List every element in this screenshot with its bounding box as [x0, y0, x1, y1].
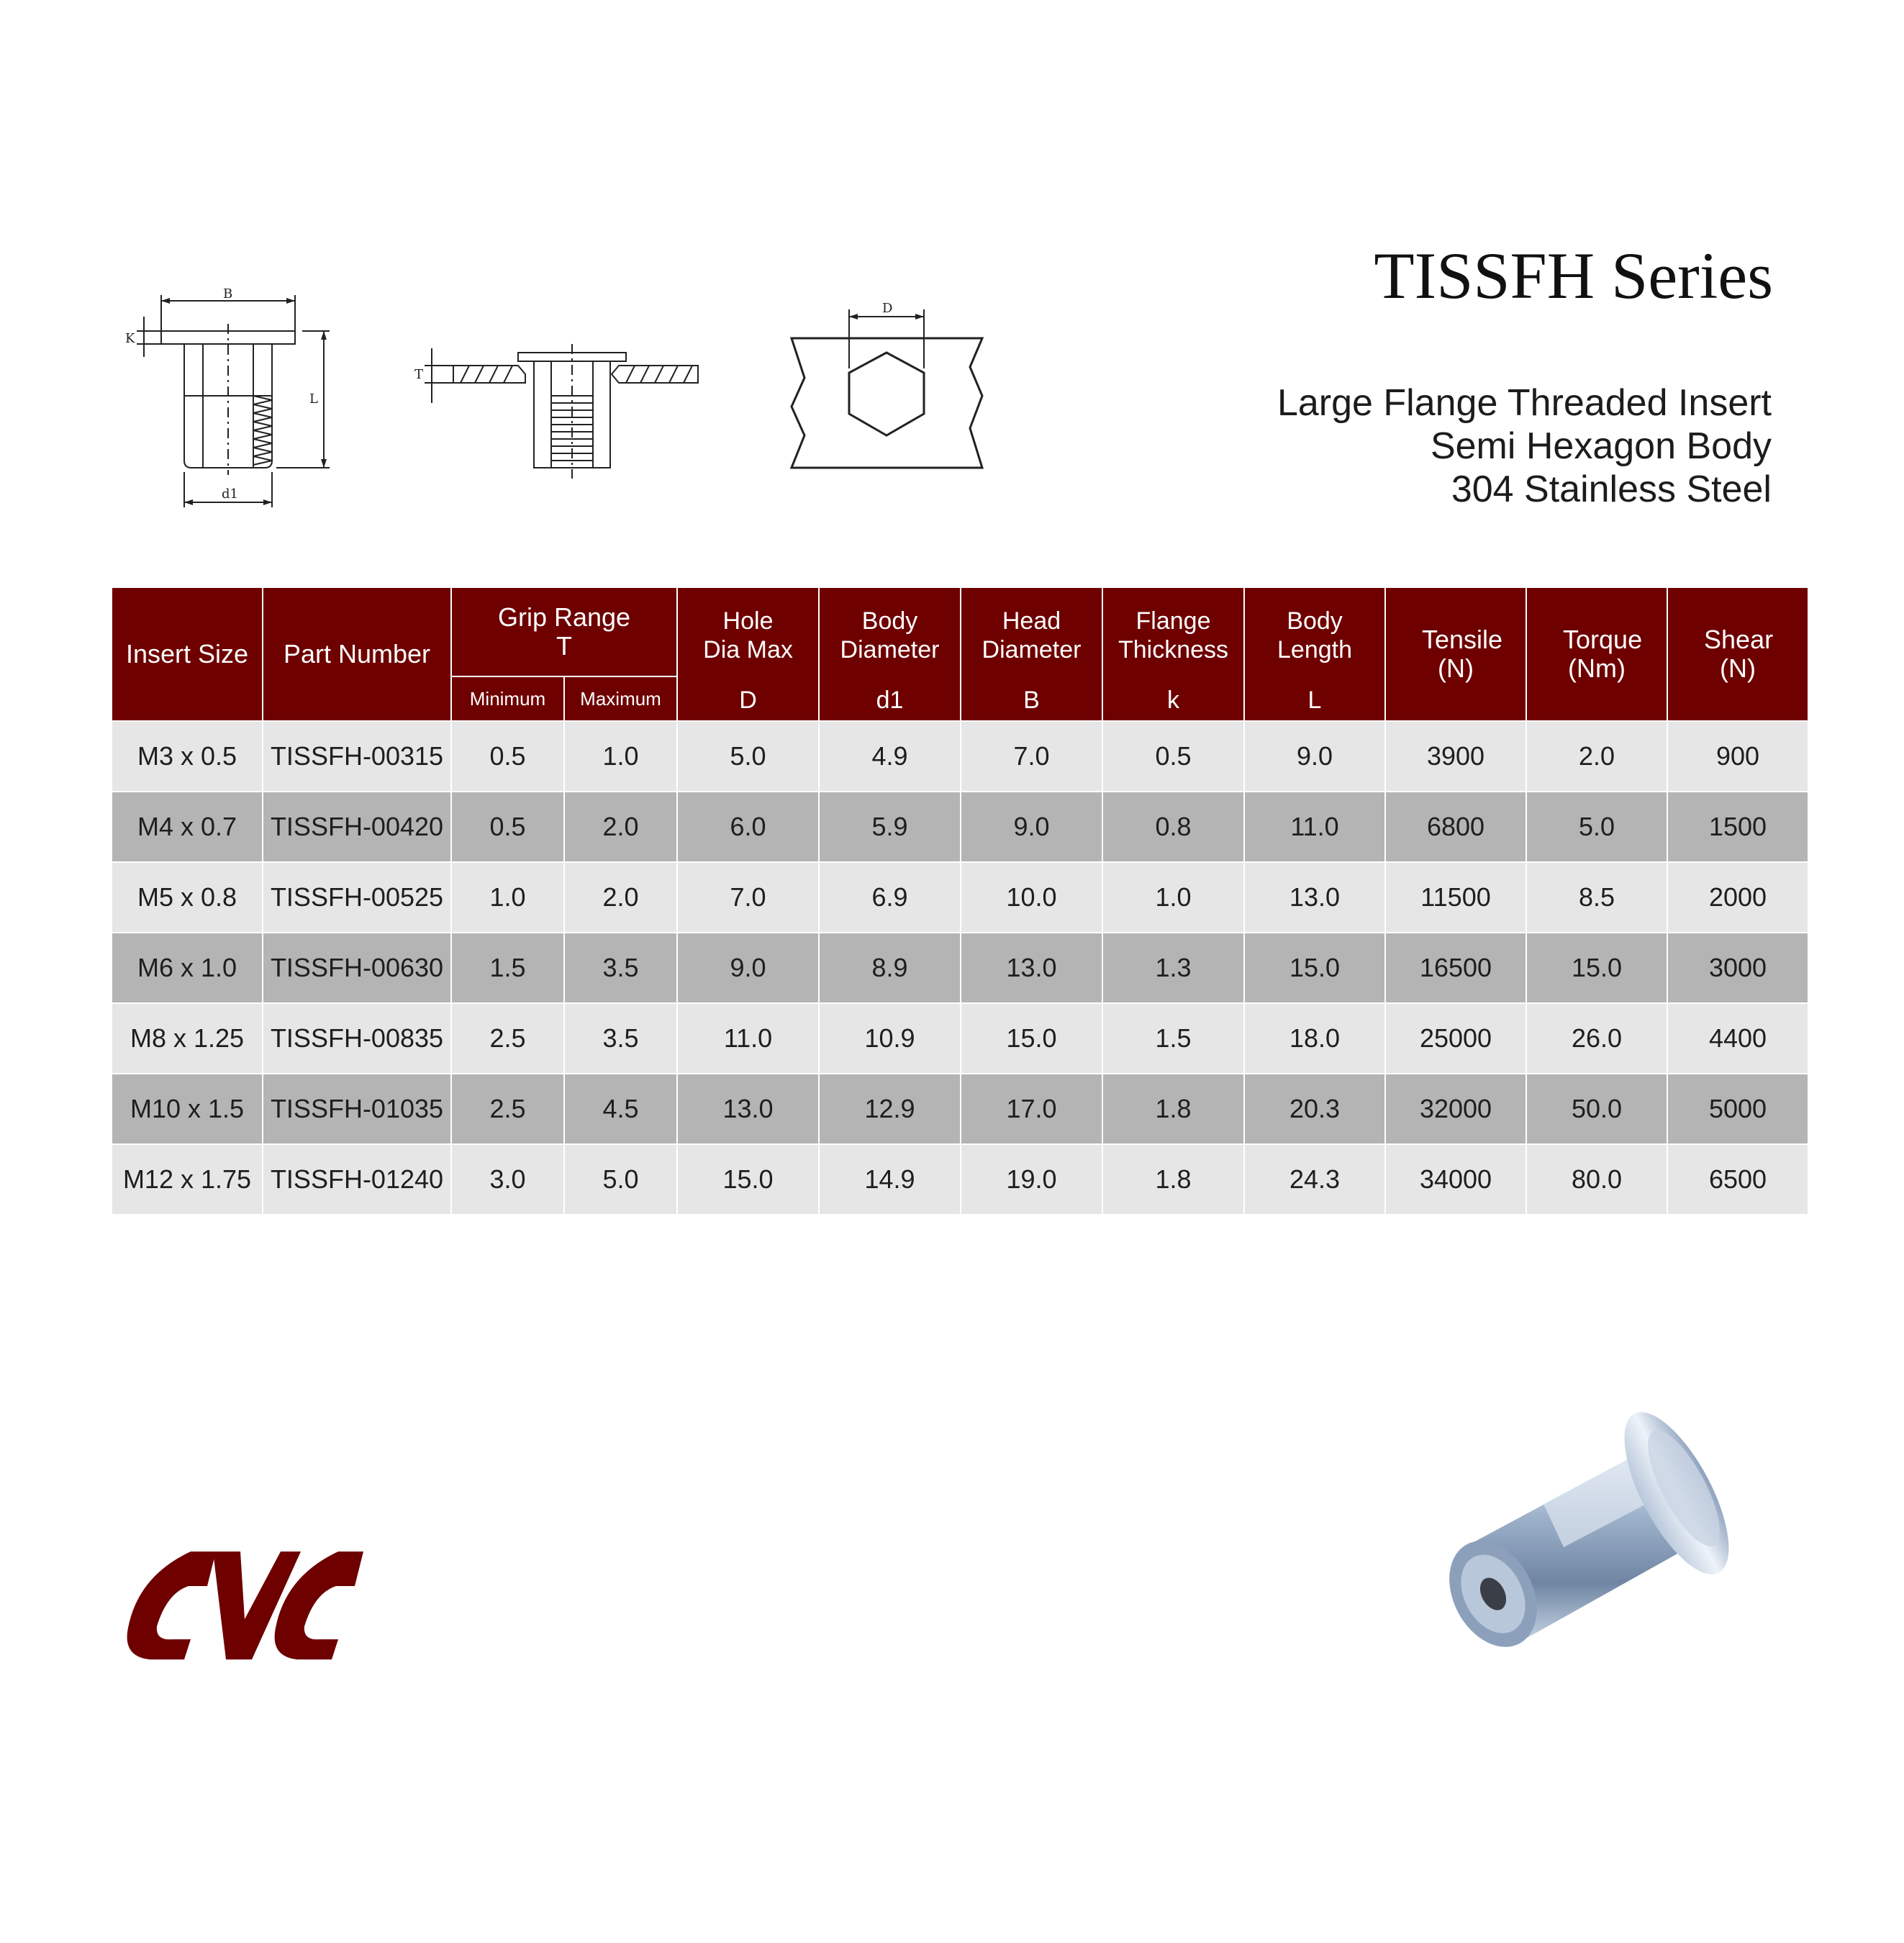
- cell-grip-min: 0.5: [451, 792, 564, 862]
- label-k: K: [125, 331, 135, 346]
- cell-flange-thickness: 1.3: [1102, 933, 1244, 1003]
- table-row: [112, 862, 1808, 933]
- header-part-number: Part Number: [263, 587, 451, 721]
- cell-insert-size: M8 x 1.25: [112, 1003, 263, 1074]
- cell-flange-thickness: 1.0: [1102, 862, 1244, 933]
- table-row: [112, 1144, 1808, 1215]
- header-grip-range-label: Grip Range: [497, 602, 631, 632]
- cell-tensile: 6800: [1385, 792, 1526, 862]
- cell-grip-min: 1.5: [451, 933, 564, 1003]
- cell-body-diameter: 10.9: [819, 1003, 961, 1074]
- cell-hole-dia: 15.0: [677, 1144, 819, 1215]
- header-flange-thickness: [1102, 587, 1244, 721]
- label-B: B: [223, 288, 233, 302]
- cell-torque: 5.0: [1526, 792, 1667, 862]
- installed-section-drawing: [410, 331, 727, 489]
- cell-body-length: 20.3: [1244, 1074, 1385, 1144]
- cell-part-number: TISSFH-01240: [263, 1144, 451, 1215]
- cell-part-number: TISSFH-00420: [263, 792, 451, 862]
- cell-head-diameter: 13.0: [961, 933, 1102, 1003]
- header-hole-dia-symbol: D: [739, 687, 757, 714]
- cell-shear: 900: [1667, 721, 1808, 792]
- cell-head-diameter: 19.0: [961, 1144, 1102, 1215]
- cell-grip-max: 4.5: [564, 1074, 677, 1144]
- header-grip-range: [451, 587, 677, 676]
- cell-insert-size: M6 x 1.0: [112, 933, 263, 1003]
- cell-flange-thickness: 0.8: [1102, 792, 1244, 862]
- cell-flange-thickness: 1.8: [1102, 1074, 1244, 1144]
- cell-insert-size: M10 x 1.5: [112, 1074, 263, 1144]
- cell-grip-min: 2.5: [451, 1003, 564, 1074]
- cell-body-diameter: 6.9: [819, 862, 961, 933]
- table-row: [112, 1074, 1808, 1144]
- cell-hole-dia: 6.0: [677, 792, 819, 862]
- cell-head-diameter: 15.0: [961, 1003, 1102, 1074]
- header-flange-thickness-label: Flange Thickness: [1118, 607, 1229, 663]
- cell-torque: 8.5: [1526, 862, 1667, 933]
- cell-insert-size: M4 x 0.7: [112, 792, 263, 862]
- header-head-diameter-label: Head Diameter: [982, 607, 1082, 663]
- cell-grip-max: 5.0: [564, 1144, 677, 1215]
- cell-grip-max: 3.5: [564, 933, 677, 1003]
- cell-hole-dia: 9.0: [677, 933, 819, 1003]
- cell-body-length: 15.0: [1244, 933, 1385, 1003]
- cell-body-length: 18.0: [1244, 1003, 1385, 1074]
- header-head-diameter: [961, 587, 1102, 721]
- cell-grip-min: 3.0: [451, 1144, 564, 1215]
- cell-part-number: TISSFH-00315: [263, 721, 451, 792]
- cell-body-diameter: 5.9: [819, 792, 961, 862]
- table-row: [112, 721, 1808, 792]
- cell-insert-size: M5 x 0.8: [112, 862, 263, 933]
- cell-insert-size: M3 x 0.5: [112, 721, 263, 792]
- cell-hole-dia: 13.0: [677, 1074, 819, 1144]
- cell-flange-thickness: 0.5: [1102, 721, 1244, 792]
- spec-table: [111, 586, 1809, 1215]
- cell-tensile: 11500: [1385, 862, 1526, 933]
- cell-flange-thickness: 1.8: [1102, 1144, 1244, 1215]
- header-flange-thickness-symbol: k: [1167, 687, 1180, 714]
- cell-body-length: 24.3: [1244, 1144, 1385, 1215]
- header-insert-size: Insert Size: [112, 587, 263, 721]
- cell-torque: 80.0: [1526, 1144, 1667, 1215]
- cell-head-diameter: 10.0: [961, 862, 1102, 933]
- series-title: TISSFH Series: [1374, 239, 1773, 312]
- header-body-length-label: Body Length: [1277, 607, 1353, 663]
- cell-insert-size: M12 x 1.75: [112, 1144, 263, 1215]
- header-head-diameter-symbol: B: [1023, 687, 1040, 714]
- cell-flange-thickness: 1.5: [1102, 1003, 1244, 1074]
- insert-dimension-drawing: [115, 288, 345, 518]
- cell-grip-max: 1.0: [564, 721, 677, 792]
- cell-grip-max: 2.0: [564, 862, 677, 933]
- cell-head-diameter: 7.0: [961, 721, 1102, 792]
- header-torque: Torque (Nm): [1526, 587, 1667, 721]
- header-body-diameter-label: Body Diameter: [840, 607, 940, 663]
- cell-head-diameter: 17.0: [961, 1074, 1102, 1144]
- cell-grip-max: 3.5: [564, 1003, 677, 1074]
- cell-tensile: 32000: [1385, 1074, 1526, 1144]
- table-row: [112, 1003, 1808, 1074]
- label-T: T: [414, 367, 424, 382]
- cell-body-diameter: 12.9: [819, 1074, 961, 1144]
- cell-shear: 3000: [1667, 933, 1808, 1003]
- header-body-length: [1244, 587, 1385, 721]
- table-row: [112, 792, 1808, 862]
- header-hole-dia: [677, 587, 819, 721]
- cell-torque: 15.0: [1526, 933, 1667, 1003]
- label-D: D: [882, 301, 893, 316]
- header-tensile: Tensile (N): [1385, 587, 1526, 721]
- cell-hole-dia: 7.0: [677, 862, 819, 933]
- header-body-diameter: [819, 587, 961, 721]
- cell-body-length: 9.0: [1244, 721, 1385, 792]
- header-grip-range-symbol: T: [556, 631, 572, 661]
- cell-shear: 5000: [1667, 1074, 1808, 1144]
- header-hole-dia-label: Hole Dia Max: [703, 607, 793, 663]
- cell-body-diameter: 14.9: [819, 1144, 961, 1215]
- cell-head-diameter: 9.0: [961, 792, 1102, 862]
- product-photo-insert: [1436, 1403, 1738, 1677]
- cvc-logo: [122, 1547, 403, 1662]
- cell-tensile: 34000: [1385, 1144, 1526, 1215]
- label-L: L: [309, 391, 318, 407]
- subtitle-line-body: Semi Hexagon Body: [1430, 425, 1772, 467]
- cell-hole-dia: 11.0: [677, 1003, 819, 1074]
- header-grip-min: Minimum: [451, 676, 564, 721]
- cell-part-number: TISSFH-00630: [263, 933, 451, 1003]
- cell-shear: 6500: [1667, 1144, 1808, 1215]
- cell-grip-min: 0.5: [451, 721, 564, 792]
- cell-part-number: TISSFH-00525: [263, 862, 451, 933]
- cell-torque: 26.0: [1526, 1003, 1667, 1074]
- label-d1: d1: [222, 486, 238, 502]
- header-body-length-symbol: L: [1307, 687, 1322, 714]
- cell-tensile: 3900: [1385, 721, 1526, 792]
- header-grip-max: Maximum: [564, 676, 677, 721]
- cell-part-number: TISSFH-00835: [263, 1003, 451, 1074]
- cell-shear: 1500: [1667, 792, 1808, 862]
- cell-body-diameter: 8.9: [819, 933, 961, 1003]
- cell-grip-max: 2.0: [564, 792, 677, 862]
- hex-hole-drawing: [784, 288, 1000, 482]
- cell-body-length: 13.0: [1244, 862, 1385, 933]
- header-shear: Shear (N): [1667, 587, 1808, 721]
- header-body-diameter-symbol: d1: [876, 687, 904, 714]
- cell-shear: 4400: [1667, 1003, 1808, 1074]
- cell-tensile: 25000: [1385, 1003, 1526, 1074]
- cell-body-length: 11.0: [1244, 792, 1385, 862]
- subtitle-line-type: Large Flange Threaded Insert: [1277, 382, 1772, 424]
- cell-shear: 2000: [1667, 862, 1808, 933]
- cell-torque: 2.0: [1526, 721, 1667, 792]
- product-subtitle: [1277, 381, 1772, 511]
- cell-grip-min: 1.0: [451, 862, 564, 933]
- cell-hole-dia: 5.0: [677, 721, 819, 792]
- table-row: [112, 933, 1808, 1003]
- cell-grip-min: 2.5: [451, 1074, 564, 1144]
- subtitle-line-material: 304 Stainless Steel: [1451, 468, 1772, 510]
- cell-part-number: TISSFH-01035: [263, 1074, 451, 1144]
- cell-torque: 50.0: [1526, 1074, 1667, 1144]
- cell-tensile: 16500: [1385, 933, 1526, 1003]
- cell-body-diameter: 4.9: [819, 721, 961, 792]
